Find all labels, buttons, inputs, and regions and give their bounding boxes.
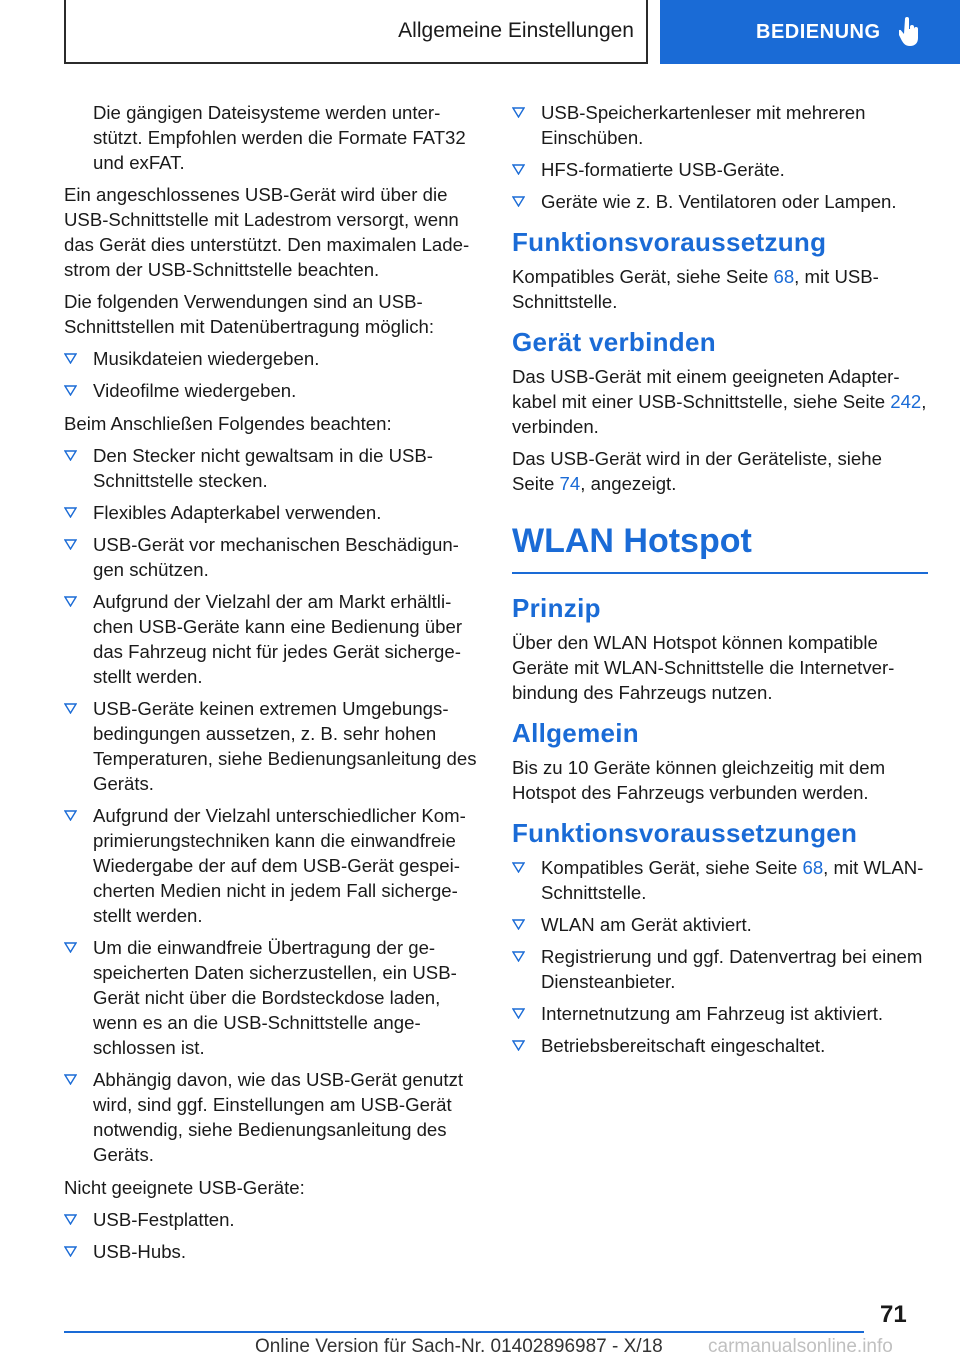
triangle-bullet-icon — [512, 862, 525, 873]
list-unsuitable — [64, 1207, 479, 1264]
list-item: Aufgrund der Vielzahl der am Markt erhältlichen USB-Geräte kann eine Bedienung über das Fahrzeug nicht für jedes Gerät sichergestellt werden. — [64, 589, 479, 689]
header-chapter-tab[interactable] — [660, 0, 960, 64]
triangle-bullet-icon — [64, 385, 77, 396]
paragraph-connect-notes: Beim Anschließen Folgendes beachten: — [64, 413, 392, 434]
page-reference-link[interactable]: 68 — [802, 857, 824, 878]
footer-online-version: Online Version für Sach-Nr. 01402896987 - X/18 — [255, 1336, 663, 1357]
triangle-bullet-icon — [64, 1214, 77, 1225]
heading-connect-device: Gerät verbinden — [512, 327, 716, 357]
paragraph-filesystems: Die gängigen Dateisysteme werden unterstützt. Empfohlen werden die Formate FAT32 und exFAT. — [93, 102, 466, 173]
triangle-bullet-icon — [64, 703, 77, 714]
list-item: Den Stecker nicht gewaltsam in die USB-Schnittstelle stecken. — [64, 443, 479, 493]
triangle-bullet-icon — [512, 1040, 525, 1051]
paragraph-charging: Ein angeschlossenes USB-Gerät wird über die USB-Schnittstelle mit Ladestrom versorgt, wenn das Gerät dies unterstützt. Den maximalen Ladestrom der USB-Schnittstelle beachten. — [64, 184, 470, 280]
triangle-bullet-icon — [512, 196, 525, 207]
triangle-bullet-icon — [64, 596, 77, 607]
triangle-bullet-icon — [64, 942, 77, 953]
list-item: Geräte wie z. B. Ventilatoren oder Lampen. — [512, 189, 928, 214]
list-item: Aufgrund der Vielzahl unterschiedlicher Komprimierungstechniken kann die einwandfreie Wiedergabe der auf dem USB-Gerät gespeicherten Medien nicht in jedem Fall sichergestellt werden. — [64, 803, 479, 928]
header-chapter-title: BEDIENUNG — [756, 20, 881, 43]
heading-functional-requirements: Funktionsvoraussetzungen — [512, 818, 858, 848]
page-reference-link[interactable]: 68 — [773, 266, 795, 287]
list-item: HFS-formatierte USB-Geräte. — [512, 157, 928, 182]
paragraph-functional-requirement: Kompatibles Gerät, siehe Seite 68, mit USB-Schnittstelle. — [512, 266, 879, 312]
page-reference-link[interactable]: 242 — [890, 391, 922, 412]
list-item: Abhängig davon, wie das USB-Gerät genutzt wird, sind ggf. Einstellungen am USB-Gerät notwendig, siehe Bedienungsanleitung des Geräts. — [64, 1067, 479, 1167]
paragraph-connect-device: Das USB-Gerät mit einem geeigneten Adapterkabel mit einer USB-Schnittstelle, siehe Seite 242, verbinden. — [512, 366, 927, 437]
heading-divider — [512, 572, 928, 574]
left-column — [64, 100, 479, 1272]
list-item: USB-Speicherkartenleser mit mehreren Einschüben. — [512, 100, 928, 150]
heading-wlan-hotspot: WLAN Hotspot — [512, 522, 752, 560]
triangle-bullet-icon — [64, 353, 77, 364]
triangle-bullet-icon — [512, 107, 525, 118]
heading-functional-requirement: Funktionsvoraussetzung — [512, 227, 827, 257]
paragraph-principle: Über den WLAN Hotspot können kompatible Geräte mit WLAN-Schnittstelle die Internetverbindung des Fahrzeugs nutzen. — [512, 632, 895, 703]
triangle-bullet-icon — [64, 539, 77, 550]
paragraph-uses: Die folgenden Verwendungen sind an USB-Schnittstellen mit Datenübertragung möglich: — [64, 291, 435, 337]
triangle-bullet-icon — [512, 951, 525, 962]
page-reference-link[interactable]: 74 — [559, 473, 581, 494]
triangle-bullet-icon — [64, 810, 77, 821]
hand-pointer-icon — [899, 17, 921, 47]
list-item: USB-Geräte keinen extremen Umgebungsbedingungen aussetzen, z. B. sehr hohen Temperaturen, siehe Bedienungsanleitung des Geräts. — [64, 696, 479, 796]
list-item: Videofilme wiedergeben. — [64, 378, 479, 403]
list-unsuitable-continued — [512, 100, 928, 214]
paragraph-unsuitable: Nicht geeignete USB-Geräte: — [64, 1177, 305, 1198]
list-uses — [64, 346, 479, 403]
list-item: USB-Festplatten. — [64, 1207, 479, 1232]
list-functional-requirements — [512, 855, 928, 1058]
list-item: Kompatibles Gerät, siehe Seite 68, mit WLAN-Schnittstelle. — [512, 855, 928, 905]
header-section-box — [64, 0, 648, 64]
paragraph-general: Bis zu 10 Geräte können gleichzeitig mit dem Hotspot des Fahrzeugs verbunden werden. — [512, 757, 886, 803]
triangle-bullet-icon — [512, 1008, 525, 1019]
list-connect-notes — [64, 443, 479, 1167]
list-item: USB-Hubs. — [64, 1239, 479, 1264]
list-item: Musikdateien wiedergeben. — [64, 346, 479, 371]
triangle-bullet-icon — [64, 1074, 77, 1085]
footer-divider — [64, 1331, 864, 1333]
triangle-bullet-icon — [64, 507, 77, 518]
right-column — [512, 100, 928, 1066]
triangle-bullet-icon — [512, 164, 525, 175]
triangle-bullet-icon — [512, 919, 525, 930]
paragraph-device-list: Das USB-Gerät wird in der Geräteliste, siehe Seite 74, angezeigt. — [512, 448, 882, 494]
triangle-bullet-icon — [64, 450, 77, 461]
triangle-bullet-icon — [64, 1246, 77, 1257]
watermark: carmanualsonline.info — [708, 1336, 893, 1357]
heading-principle: Prinzip — [512, 593, 601, 623]
list-item: Flexibles Adapterkabel verwenden. — [64, 500, 479, 525]
list-item: WLAN am Gerät aktiviert. — [512, 912, 928, 937]
list-item: Internetnutzung am Fahrzeug ist aktiviert. — [512, 1001, 928, 1026]
header-section-title: Allgemeine Einstellungen — [398, 19, 634, 42]
list-item: USB-Gerät vor mechanischen Beschädigungen schützen. — [64, 532, 479, 582]
list-item: Registrierung und ggf. Datenvertrag bei einem Diensteanbieter. — [512, 944, 928, 994]
heading-general: Allgemein — [512, 718, 639, 748]
page-number: 71 — [880, 1301, 907, 1328]
list-item: Betriebsbereitschaft eingeschaltet. — [512, 1033, 928, 1058]
list-item: Um die einwandfreie Übertragung der gespeicherten Daten sicherzustellen, ein USB-Gerät nicht über die Bordsteckdose laden, wenn es an die USB-Schnittstelle angeschlossen ist. — [64, 935, 479, 1060]
